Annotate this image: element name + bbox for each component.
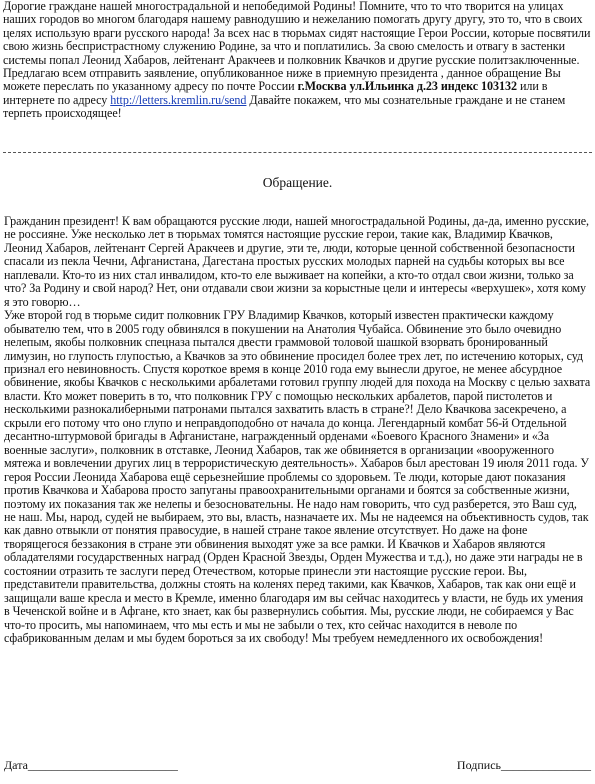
- intro-text-3: Давайте покажем, что мы сознательные граждане и не станем терпеть происходящее!: [3, 92, 566, 121]
- appeal-paragraph-2: Уже второй год в тюрьме сидит полковник ГРУ Владимир Квачков, который известен практически каждому обывателю тем, что в 2005 году обвинялся в покушении на Анатолия Чубайса. Обвинение это было очевидно нелепым, якобы полковник спецназа пытался двести граммовой толовой шашкой взорвать бронированный лимузин, но глупость глупостью, а Квачков за это обвинение просидел более трех лет, по истечению которых, суд признал его невиновность. Спустя короткое время в конце 2010 года ему вынесли другое, не менее абсурдное обвинение, якобы Квачков с несколькими арбалетами готовил группу людей для похода на Москву с целью захвата власти. Кто может поверить в то, что полковник ГРУ с помощью нескольких арбалетов, парой пистолетов и несколькими разнокалиберными патронами пытался захватить власть в стране?! Дело Квачкова засекречено, а скрыли его потому что оно глупо и неправдоподобно от начала до конца. Легендарный комбат 56-й Отдельной десантно-штурмовой бригады в Афганистане, награжденный орденами «Боевого Красного Знамени» и «За военные заслуги», полковник в отставке, Леонид Хабаров, так же обвиняется в организации «вооруженного мятежа и вовлечении других лиц в террористическую деятельность». Хабаров был арестован 19 июля 2011 года. У героя России Леонида Хабарова ещё серьезнейшие проблемы со здоровьем. Те люди, которые дают показания против Квачкова и Хабарова просто запуганы правоохранительными органами и боятся за собственные жизни, поэтому их показания так же нелепы и безосновательны. Не надо нам говорить, что суд разберется, это Ваш суд, не наш. Мы, народ, судей не выбираем, это вы, власть, назначаете их. Мы не надеемся на объективность судов, так как давно отвыкли от понятия правосудие, в нашей стране такое явление отсутствует. Но даже на фоне творящегося беззакония в стране эти обвинения выходят уже за все рамки. И Квачков и Хабаров являются обладателями государственных наград (Орден Красной Звезды, Орден Мужества и т.д.), но даже эти награды не в состоянии отразить те заслуги перед Отечеством, которые принесли эти настоящие русские герои. Вы, представители правительства, должны стоять на коленях перед такими, как Квачков, Хабаров, так как они ещё и защищали ваше кресла и место в Кремле, именно благодаря им вы сейчас находитесь у власти, не будь их умения в Чеченской войне и в Афгане, кто знает, как бы развернулись события. Мы, русские люди, не собираемся у Вас что-то просить, мы напоминаем, что мы есть и мы не забыли о тех, кто сейчас находится в неволе по сфабрикованным делам и мы будем бороться за их свободу! Мы требуем немедленного их освобождения!: [4, 308, 591, 646]
- signature-field: Подпись_______________: [456, 758, 591, 772]
- postal-address: г.Москва ул.Ильинка д.23 индекс 103132: [297, 79, 518, 94]
- signature-line: [4, 758, 591, 772]
- intro-text-2: или в интернете по адресу: [3, 79, 548, 107]
- appeal-body: [4, 215, 591, 646]
- intro-paragraph: [3, 0, 592, 121]
- appeal-paragraph-1: Гражданин президент! К вам обращаются русские люди, нашей многострадальной Родины, да-да, именно русские, не россияне. Уже несколько лет в тюрьмах томятся настоящие русские герои, такие как, Владимир Квачков, Леонид Хабаров, лейтенант Сергей Аракчеев и другие, эти те, люди, которые ценной собственной безопасности спасали из пекла Чечни, Афганистана, Дагестана простых русских молодых парней на судьбы которых вы все наплевали. Кто-то из них стал инвалидом, кто-то еле выживает на копейки, а кто-то отдал свои жизни, только за что? За Родину и свой народ? Нет, они отдавали свои жизни за корыстные цели и интересы «верхушек», хотя кому я это говорю…: [4, 214, 589, 309]
- appeal-title: Обращение.: [262, 175, 333, 190]
- intro-text-1: Дорогие граждане нашей многострадальной и непобедимой Родины! Помните, что то что творится на улицах наших городов во многом благодаря нашему равнодушию и нежеланию помогать другу другу, это то, что в своих целях использую враги русского народа! За всех нас в тюрьмах сидят настоящие Герои России, которые посвятили свою жизнь беспристрастному служению Родине, за что и поплатились. За свою смелость и отвагу в застенки системы попал Леонид Хабаров, лейтенант Аракчеев и полковник Квачков и другие русские политзаключенные. Предлагаю всем отправить заявление, опубликованное ниже в приемную президента , данное обращение Вы можете переслать по указанному адресу по почте России: [3, 0, 591, 94]
- kremlin-letters-link[interactable]: http://letters.kremlin.ru/send: [110, 92, 247, 107]
- date-field: Дата_________________________: [4, 758, 178, 772]
- dashed-divider: [3, 152, 592, 153]
